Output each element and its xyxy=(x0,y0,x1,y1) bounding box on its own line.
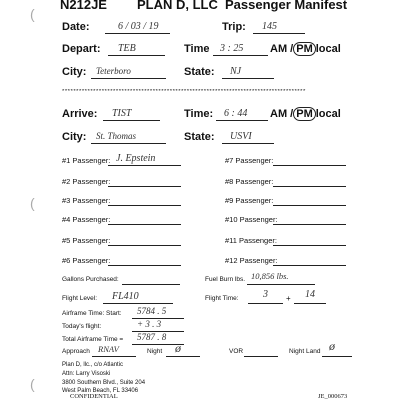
total-airframe-label: Total Airframe Time = xyxy=(62,336,124,343)
arrive-city-field xyxy=(91,143,166,144)
trip-value: 145 xyxy=(262,21,277,32)
depart-time-label: Time xyxy=(184,43,210,55)
confidential-stamp: CONFIDENTIAL xyxy=(70,393,118,400)
total-airframe-value: 5787 . 8 xyxy=(137,332,167,342)
flight-time-label: Flight Time: xyxy=(205,295,239,302)
depart-pm-selected: PM xyxy=(293,42,316,56)
passenger-6-field xyxy=(108,265,181,266)
depart-time-value: 3 : 25 xyxy=(220,43,244,54)
fuel-burn-label: Fuel Burn lbs. xyxy=(205,276,246,283)
approach-field xyxy=(92,356,136,357)
address-line-3: 3800 Southern Blvd., Suite 204 xyxy=(62,380,146,386)
passenger-10-field xyxy=(273,224,346,225)
passenger-1-label: #1 Passenger: xyxy=(62,156,111,165)
passenger-9-field xyxy=(273,205,346,206)
flight-time-minutes: 14 xyxy=(305,289,315,300)
depart-city-field xyxy=(91,78,166,79)
page-title: Passenger Manifest xyxy=(225,0,348,12)
passenger-1-field xyxy=(108,165,181,166)
night-land-value: ø xyxy=(329,339,335,353)
vor-field xyxy=(244,356,278,357)
night-land-field xyxy=(322,356,352,357)
arrive-time-value: 6 : 44 xyxy=(224,108,248,119)
passenger-6-label: #6 Passenger: xyxy=(62,256,111,265)
depart-local: local xyxy=(315,43,341,55)
company-name: PLAN D, LLC xyxy=(137,0,218,12)
approach-value: RNAV xyxy=(98,344,119,354)
arrive-state-field xyxy=(222,143,274,144)
depart-value: TEB xyxy=(118,43,136,54)
depart-city-value: Teterboro xyxy=(96,66,131,76)
address-line-1: Plan D, llc., c/o Atlantic xyxy=(62,362,124,368)
arrive-label: Arrive: xyxy=(62,108,98,120)
flight-time-plus: + xyxy=(286,294,291,303)
passenger-7-field xyxy=(273,165,346,166)
flight-level-value: FL410 xyxy=(112,291,139,302)
approach-label: Approach xyxy=(62,348,90,355)
depart-city-label: City: xyxy=(62,66,87,78)
passenger-8-field xyxy=(273,186,346,187)
trip-label: Trip: xyxy=(222,21,246,33)
gallons-field xyxy=(122,284,180,285)
binder-mark-icon: ( xyxy=(30,6,35,22)
binder-mark-icon: ( xyxy=(30,195,35,211)
arrive-state-value: USVI xyxy=(230,131,252,142)
night-value: ø xyxy=(175,341,181,355)
passenger-12-label: #12 Passenger: xyxy=(225,256,278,265)
arrive-pm-selected: PM xyxy=(293,107,316,121)
passenger-1-value: J. Epstein xyxy=(116,153,156,164)
todays-flight-label: Today's flight: xyxy=(62,323,102,330)
passenger-12-field xyxy=(273,265,346,266)
passenger-9-label: #9 Passenger: xyxy=(225,196,274,205)
arrive-local: local xyxy=(315,108,341,120)
night-land-label: Night Land xyxy=(289,348,321,355)
depart-field xyxy=(108,55,165,56)
depart-state-label: State: xyxy=(184,66,215,78)
passenger-10-label: #10 Passenger: xyxy=(225,215,278,224)
passenger-2-field xyxy=(108,186,181,187)
airframe-start-value: 5784 . 5 xyxy=(137,306,167,316)
passenger-11-label: #11 Passenger: xyxy=(225,236,277,245)
separator: ************************************************************************************** xyxy=(62,89,306,95)
vor-label: VOR xyxy=(229,348,244,355)
flight-time-hours-field xyxy=(248,303,283,304)
todays-flight-value: + 3 . 3 xyxy=(137,319,162,329)
arrive-time-field xyxy=(216,120,268,121)
passenger-11-field xyxy=(273,245,346,246)
passenger-7-label: #7 Passenger: xyxy=(225,156,274,165)
flight-time-hours: 3 xyxy=(263,289,268,300)
depart-time-field xyxy=(213,55,268,56)
depart-am: AM / xyxy=(270,43,294,55)
arrive-am: AM / xyxy=(270,108,294,120)
arrive-value: TIST xyxy=(112,108,132,119)
depart-label: Depart: xyxy=(62,43,101,55)
arrive-time-label: Time: xyxy=(184,108,214,120)
arrive-city-label: City: xyxy=(62,131,87,143)
passenger-8-label: #8 Passenger: xyxy=(225,177,274,186)
binder-mark-icon: ( xyxy=(30,376,35,392)
trip-field xyxy=(253,33,305,34)
arrive-state-label: State: xyxy=(184,131,215,143)
passenger-3-label: #3 Passenger: xyxy=(62,196,111,205)
depart-ampm xyxy=(270,43,341,55)
flight-time-minutes-field xyxy=(294,303,326,304)
address-line-4: West Palm Beach, FL 33406 xyxy=(62,388,139,394)
gallons-label: Gallons Purchased: xyxy=(62,276,119,283)
passenger-4-label: #4 Passenger: xyxy=(62,215,111,224)
fuel-burn-value: 10,856 lbs. xyxy=(251,271,289,281)
fuel-burn-field xyxy=(247,284,315,285)
passenger-5-label: #5 Passenger: xyxy=(62,236,111,245)
passenger-2-label: #2 Passenger: xyxy=(62,177,111,186)
bates-number: JE_000673 xyxy=(318,393,348,400)
night-label: Night xyxy=(147,348,163,355)
depart-state-field xyxy=(222,78,274,79)
tail-number: N212JE xyxy=(60,0,107,12)
airframe-start-label: Airframe Time: Start: xyxy=(62,310,122,317)
arrive-ampm xyxy=(270,108,341,120)
flight-level-field xyxy=(103,303,173,304)
passenger-4-field xyxy=(108,224,181,225)
date-field xyxy=(105,33,170,34)
address-line-2: Attn: Larry Visoski xyxy=(62,371,111,377)
night-field xyxy=(166,356,200,357)
date-label: Date: xyxy=(62,21,90,33)
flight-level-label: Flight Level: xyxy=(62,295,98,302)
passenger-3-field xyxy=(108,205,181,206)
arrive-city-value: St. Thomas xyxy=(96,131,137,141)
arrive-field xyxy=(103,120,160,121)
passenger-5-field xyxy=(108,245,181,246)
date-value: 6 / 03 / 19 xyxy=(118,21,159,32)
depart-state-value: NJ xyxy=(230,66,242,77)
